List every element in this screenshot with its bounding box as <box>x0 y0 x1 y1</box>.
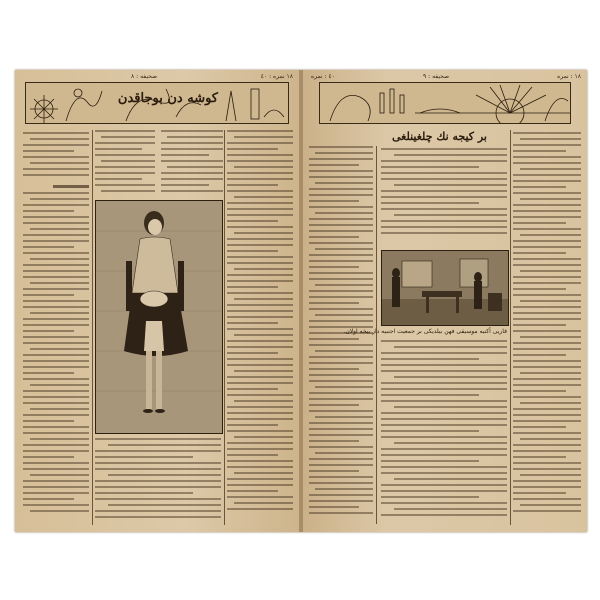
left-running-head-number: ١٨ نمره : ٤٠ <box>260 73 293 80</box>
left-running-head-page: صحيفه : ٨ <box>131 73 158 80</box>
left-column-2-bottom <box>95 438 221 526</box>
article-title: بر كيجه نك چلغينلغى <box>391 130 487 143</box>
landscape-ornament-illustration <box>320 83 570 123</box>
left-column-rule-2 <box>224 130 225 525</box>
fashion-photo <box>95 200 223 434</box>
left-column-3-top <box>161 130 223 194</box>
left-banner-title: كوشه دن بوجاقدن <box>117 91 218 106</box>
right-running-head-number-right: ١٨ : نمره <box>557 73 581 80</box>
interior-photo-caption: قاريى آكنيه موسيقى فهن بيلديكى بر جمعيت اجنبيه دار بيخه اولان. <box>343 328 507 335</box>
right-running-head-page: صحيفه : ٩ <box>423 73 450 80</box>
right-running-head-number-left: ٤٠ : نمره <box>311 73 335 80</box>
right-column-3 <box>513 132 581 524</box>
right-page <box>303 70 587 532</box>
right-column-rule-2 <box>510 130 511 525</box>
left-column-rule-1 <box>92 130 93 525</box>
room-interior-illustration <box>382 251 508 325</box>
interior-photo <box>381 250 509 326</box>
left-column-2-top <box>95 130 155 194</box>
right-column-2-top <box>381 148 507 242</box>
left-column-3 <box>227 130 293 525</box>
woman-dress-illustration <box>96 201 222 433</box>
magazine-spread <box>15 70 587 532</box>
right-column-2-bottom <box>381 340 507 526</box>
left-column-1 <box>23 132 89 522</box>
left-page <box>15 70 299 532</box>
right-column-rule-1 <box>376 146 377 524</box>
right-column-1 <box>309 146 373 524</box>
left-ornamental-banner <box>25 82 289 124</box>
right-ornamental-banner <box>319 82 571 124</box>
